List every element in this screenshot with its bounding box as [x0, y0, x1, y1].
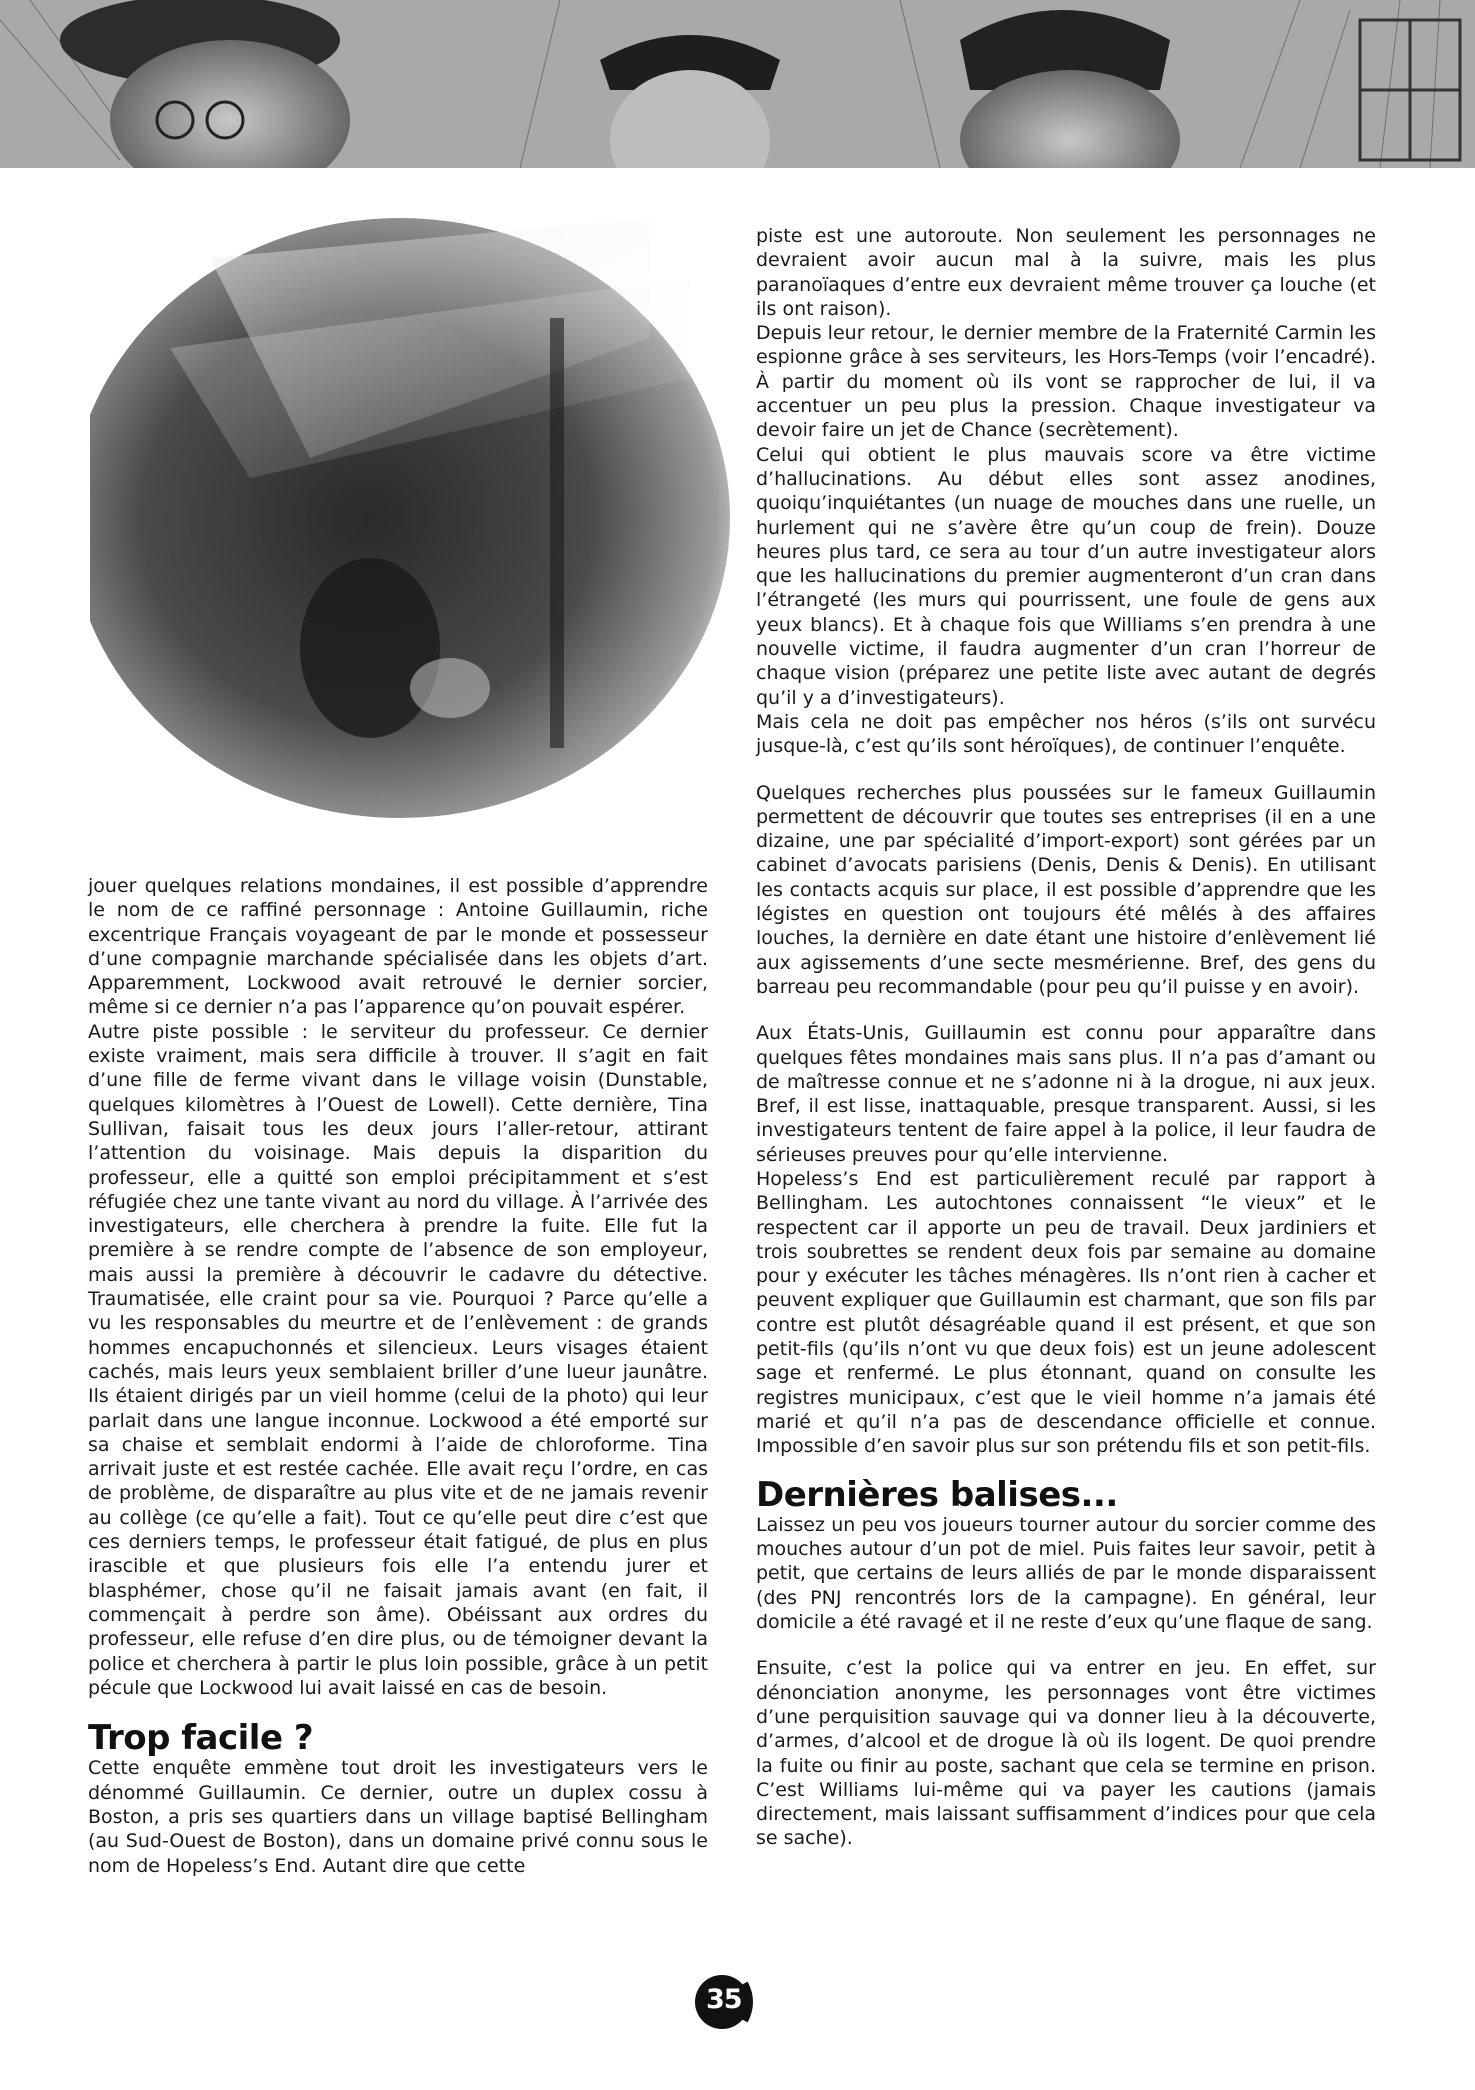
paragraph: jouer quelques relations mondaines, il est possible d’apprendre le nom de ce raffiné personnage : Antoine Guillaumin, riche excentrique Français voyageant de par le monde et possesseur d’une compagnie marchande spécialisée dans les objets d’art. Apparemment, Lockwood avait retrouvé le dernier sorcier, même si ce dernier n’a pas l’apparence qu’on pouvait espérer.	[88, 875, 708, 1019]
right-column	[756, 224, 1376, 1851]
section-heading-dernieres-balises: Dernières balises...	[756, 1474, 1118, 1515]
header-illustration	[0, 0, 1475, 168]
paragraph: Hopeless’s End est particulièrement reculé par rapport à Bellingham. Les autochtones connaissent “le vieux” et le respectent car il apporte un peu de travail. Deux jardiniers et trois soubrettes se rendent deux fois par semaine au domaine pour y exécuter les tâches ménagères. Ils n’ont rien à cacher et peuvent expliquer que Guillaumin est charmant, que son fils par contre est plutôt désagréable quand il est présent, et que son petit-fils (qu’ils n’ont vu que deux fois) est un jeune adolescent sage et renfermé. Le plus étonnant, quand on consulte les registres municipaux, c’est que le vieil homme n’a jamais été marié et qu’il n’a pas de descendance officielle et connue. Impossible d’en savoir plus sur son prétendu fils et son petit-fils.	[756, 1167, 1376, 1458]
story-illustration	[90, 218, 735, 818]
paragraph: Ensuite, c’est la police qui va entrer en jeu. En effet, sur dénonciation anonyme, les personnages vont être victimes d’une perquisition sauvage qui va donner lieu à la découverte, d’armes, d’alcool et de drogue là où ils logent. De quoi prendre la fuite ou finir au poste, sachant que cela se termine en prison. C’est Williams lui-même qui va payer les cautions (jamais directement, mais laissant suffisamment d’indices pour que cela se sache).	[756, 1657, 1376, 1850]
paragraph: Laissez un peu vos joueurs tourner autour du sorcier comme des mouches autour d’un pot de miel. Puis faites leur savoir, petit à petit, que certains de leurs alliés de par le monde disparaissent (des PNJ rencontrés lors de la campagne). En général, leur domicile a été ravagé et il ne reste d’eux qu’une flaque de sang.	[756, 1513, 1376, 1634]
paragraph: Depuis leur retour, le dernier membre de la Fraternité Carmin les espionne grâce à ses serviteurs, les Hors-Temps (voir l’encadré). À partir du moment où ils vont se rapprocher de lui, il va accentuer un peu plus la pression. Chaque investigateur va devoir faire un jet de Chance (secrètement).	[756, 322, 1376, 442]
section-heading-trop-facile: Trop facile ?	[88, 1718, 314, 1759]
left-column	[88, 874, 708, 1878]
paragraph: Mais cela ne doit pas empêcher nos héros (s’ils ont survécu jusque-là, c’est qu’ils sont héroïques), de continuer l’enquête.	[756, 710, 1376, 758]
paragraph: Cette enquête emmène tout droit les investigateurs vers le dénommé Guillaumin. Ce dernier, outre un duplex cossu à Boston, a pris ses quartiers dans un village baptisé Bellingham (au Sud-Ouest de Boston), dans un domaine privé connu sous le nom de Hopeless’s End. Autant dire que cette	[88, 1757, 708, 1877]
paragraph: Celui qui obtient le plus mauvais score va être victime d’hallucinations. Au début elles sont assez anodines, quoiqu’inquiétantes (un nuage de mouches dans une ruelle, un hurlement qui ne s’avère être qu’un coup de frein). Douze heures plus tard, ce sera au tour d’un autre investigateur alors que les hallucinations du premier augmenteront d’un cran dans l’étrangeté (les murs qui pourrissent, une foule de gens aux yeux blancs). Et à chaque fois que Williams s’en prendra à une nouvelle victime, il faudra augmenter d’un cran l’horreur de chaque vision (préparez une petite liste avec autant de degrés qu’il y a d’investigateurs).	[756, 443, 1376, 709]
paragraph: Quelques recherches plus poussées sur le fameux Guillaumin permettent de découvrir que toutes ses entreprises (il en a une dizaine, une par spécialité d’import-export) sont gérées par un cabinet d’avocats parisiens (Denis, Denis & Denis). En utilisant les contacts acquis sur place, il est possible d’apprendre que les légistes en question ont toujours été mêlés à des affaires louches, la dernière en date étant une histoire d’enlèvement lié aux agissements d’une secte mesmérienne. Bref, des gens du barreau peu recommandable (pour peu qu’il puisse y en avoir).	[756, 781, 1376, 998]
page-number: 35	[706, 1984, 742, 2015]
page-number-badge	[693, 1973, 771, 2031]
paragraph: Aux États-Unis, Guillaumin est connu pour apparaître dans quelques fêtes mondaines mais sans plus. Il n’a pas d’amant ou de maîtresse connue et ne s’adonne ni à la drogue, ni aux jeux. Bref, il est lisse, inattaquable, presque transparent. Aussi, si les investigateurs tentent de faire appel à la police, il leur faudra de sérieuses preuves pour qu’elle intervienne.	[756, 1022, 1376, 1166]
paragraph: Autre piste possible : le serviteur du professeur. Ce dernier existe vraiment, mais sera difficile à trouver. Il s’agit en fait d’une fille de ferme vivant dans le village voisin (Dunstable, quelques kilomètres à l’Ouest de Lowell). Cette dernière, Tina Sullivan, faisait tous les deux jours l’aller-retour, attirant l’attention du voisinage. Mais depuis la disparition du professeur, elle a quitté son emploi précipitamment et s’est réfugiée chez une tante vivant au nord du village. À l’arrivée des investigateurs, elle cherchera à prendre la fuite. Elle fut la première à se rendre compte de l’absence de son employeur, mais aussi la première à découvrir le cadavre du détective. Traumatisée, elle craint pour sa vie. Pourquoi ? Parce qu’elle a vu les responsables du meurtre et de l’enlèvement : de grands hommes encapuchonnés et silencieux. Leurs visages étaient cachés, mais leurs yeux semblaient briller d’une lueur jaunâtre. Ils étaient dirigés par un vieil homme (celui de la photo) qui leur parlait dans une langue inconnue. Lockwood a été emporté sur sa chaise et semblait endormi à l’aide de chloroforme. Tina arrivait juste et est restée cachée. Elle avait reçu l’ordre, en cas de problème, de disparaître au plus vite et de ne jamais revenir au collège (ce qu’elle a fait). Tout ce qu’elle peut dire c’est que ces derniers temps, le professeur était fatigué, de plus en plus irascible et que plusieurs fois elle l’a entendu jurer et blasphémer, chose qu’il ne faisait jamais avant (en fait, il commençait à perdre son âme). Obéissant aux ordres du professeur, elle refuse d’en dire plus, ou de témoigner devant la police et cherchera à partir le plus loin possible, grâce à un petit pécule que Lockwood lui avait laissé en cas de besoin.	[88, 1020, 708, 1699]
paragraph: piste est une autoroute. Non seulement les personnages ne devraient avoir aucun mal à la suivre, mais les plus paranoïaques d’entre eux devraient même trouver ça louche (et ils ont raison).	[756, 225, 1376, 320]
